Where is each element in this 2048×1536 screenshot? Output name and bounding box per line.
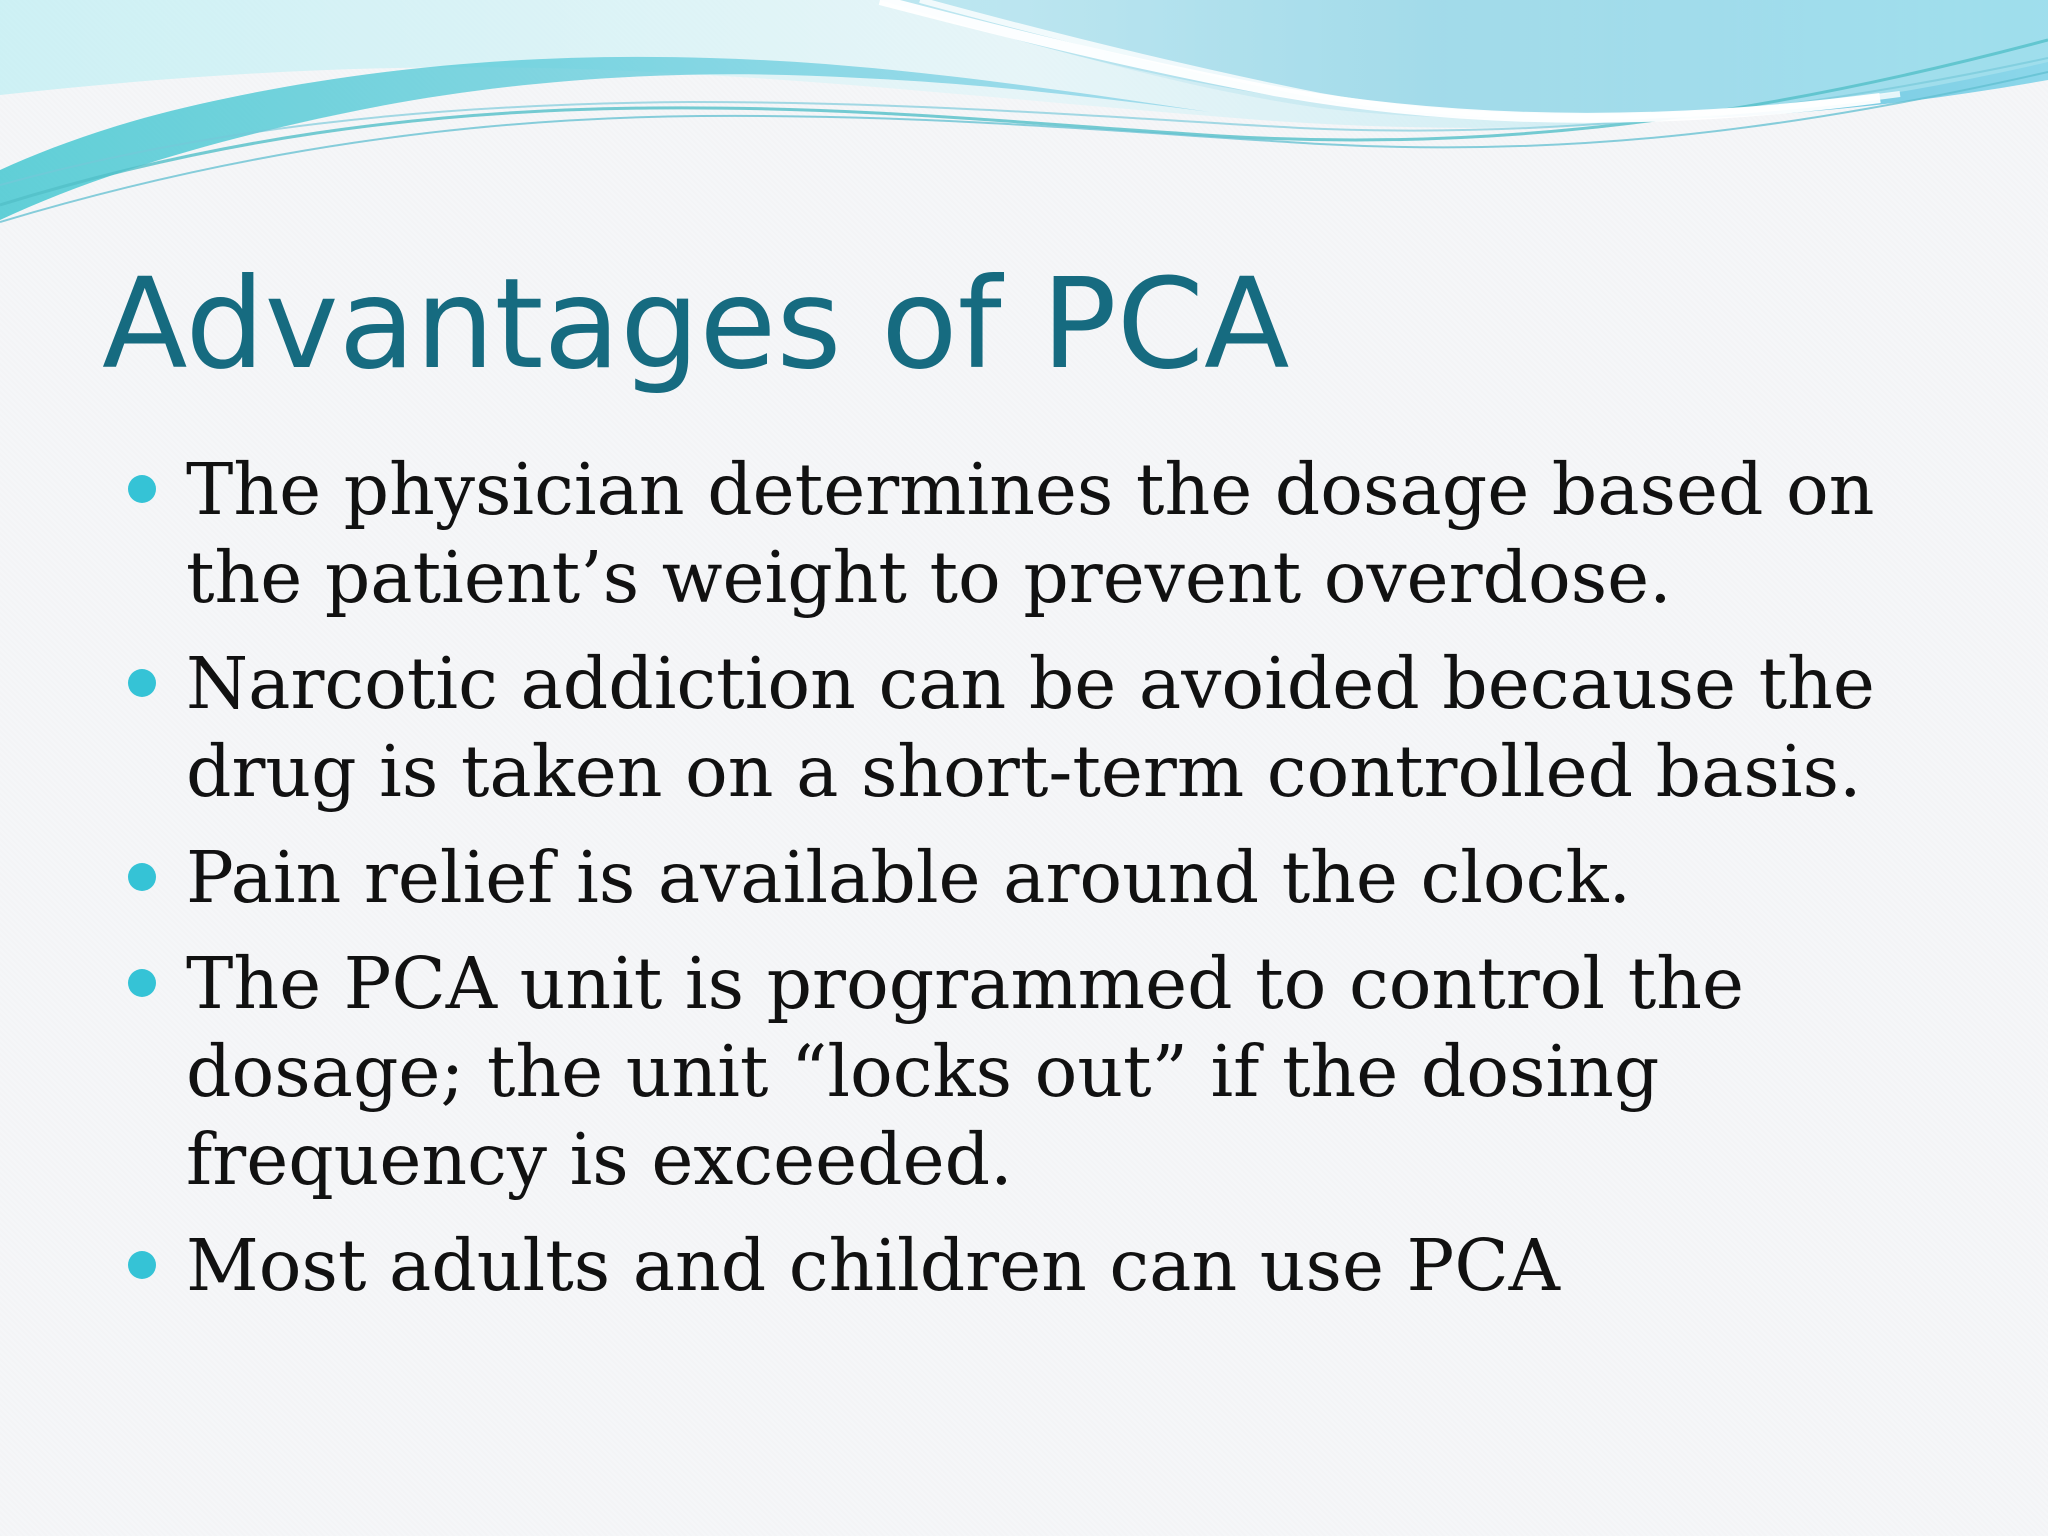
bullet-item-pain-relief xyxy=(128,834,1988,922)
circle-bullet-icon xyxy=(128,863,156,891)
bullet-text: Narcotic addiction can be avoided because the drug is taken on a short-term controlled basis. xyxy=(186,642,1875,813)
circle-bullet-icon xyxy=(128,1251,156,1279)
circle-bullet-icon xyxy=(128,669,156,697)
slide-title: Advantages of PCA xyxy=(102,252,1290,397)
circle-bullet-icon xyxy=(128,475,156,503)
bullet-item-addiction xyxy=(128,640,1988,816)
bullet-text: The physician determines the dosage based on the patient’s weight to prevent overdose. xyxy=(186,448,1875,619)
bullet-item-dosage xyxy=(128,446,1988,622)
bullet-item-lockout xyxy=(128,940,1988,1204)
bullet-text: Pain relief is available around the clock. xyxy=(186,836,1632,919)
bullet-text: Most adults and children can use PCA xyxy=(186,1224,1560,1307)
header-wave-decoration xyxy=(0,0,2048,240)
bullet-text: The PCA unit is programmed to control the dosage; the unit “locks out” if the dosing frequency is exceeded. xyxy=(186,942,1744,1201)
bullet-list xyxy=(128,446,1988,1328)
bullet-item-usage xyxy=(128,1222,1988,1310)
circle-bullet-icon xyxy=(128,969,156,997)
